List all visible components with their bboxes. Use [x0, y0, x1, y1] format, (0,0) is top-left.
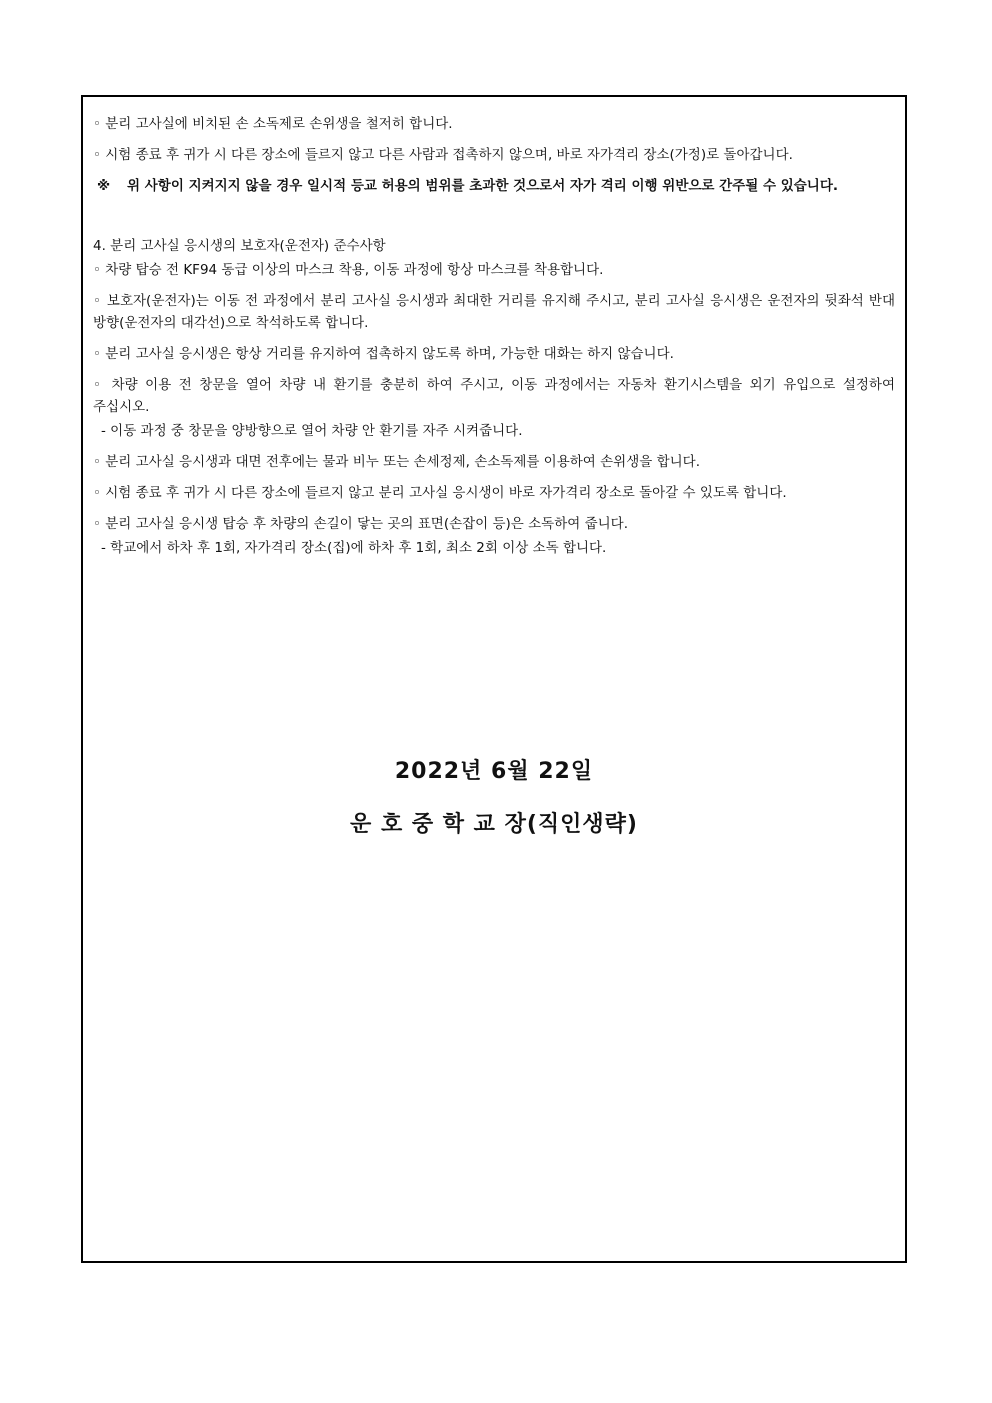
guardian-rule-hand-hygiene: ◦ 분리 고사실 응시생과 대면 전후에는 물과 비누 또는 손세정제, 손소독제를 이용하여 손위생을 합니다.: [93, 454, 701, 470]
violation-warning: [93, 175, 895, 197]
guardian-rule-disinfection: ◦ 분리 고사실 응시생 탑승 후 차량의 손길이 닿는 곳의 표면(손잡이 등)은 소독하여 줍니다.: [93, 516, 629, 532]
document-body: [93, 113, 895, 568]
reference-mark: ※: [97, 178, 111, 194]
guardian-rule-no-contact: ◦ 분리 고사실 응시생은 항상 거리를 유지하여 접촉하지 않도록 하며, 가능한 대화는 하지 않습니다.: [93, 346, 674, 362]
document-frame: [81, 95, 907, 1263]
school-principal-signature: 운 호 중 학 교 장(직인생략): [350, 812, 638, 837]
section-spacer: [93, 197, 895, 235]
section-4-title: 4. 분리 고사실 응시생의 보호자(운전자) 준수사항: [93, 238, 386, 254]
guardian-rule-ventilation: ◦ 차량 이용 전 창문을 열어 차량 내 환기를 충분히 하여 주시고, 이동 과정에서는 자동차 환기시스템을 외기 유입으로 설정하여 주십시오.: [93, 377, 895, 415]
guardian-rule-direct-return: ◦ 시험 종료 후 귀가 시 다른 장소에 들르지 않고 분리 고사실 응시생이 바로 자가격리 장소로 돌아갈 수 있도록 합니다.: [93, 485, 787, 501]
guardian-rule-distance-seating: ◦ 보호자(운전자)는 이동 전 과정에서 분리 고사실 응시생과 최대한 거리를 유지해 주시고, 분리 고사실 응시생은 운전자의 뒷좌석 반대 방향(운전자의 대각선)으로 착석하도록 합니다.: [93, 293, 895, 331]
violation-warning-text: 위 사항이 지켜지지 않을 경우 일시적 등교 허용의 범위를 초과한 것으로서 자가 격리 이행 위반으로 간주될 수 있습니다.: [127, 178, 838, 194]
guardian-rule-disinfection-detail: - 학교에서 하차 후 1회, 자가격리 장소(집)에 하차 후 1회, 최소 2회 이상 소독 합니다.: [101, 540, 607, 556]
document-date: 2022년 6월 22일: [394, 759, 594, 784]
hand-sanitizer-notice: ◦ 분리 고사실에 비치된 손 소독제로 손위생을 철저히 합니다.: [93, 116, 453, 132]
guardian-rule-ventilation-detail: - 이동 과정 중 창문을 양방향으로 열어 차량 안 환기를 자주 시켜줍니다.: [101, 423, 523, 439]
return-home-notice: ◦ 시험 종료 후 귀가 시 다른 장소에 들르지 않고 다른 사람과 접촉하지 않으며, 바로 자가격리 장소(가정)로 돌아갑니다.: [93, 147, 793, 163]
guardian-rule-mask: ◦ 차량 탑승 전 KF94 동급 이상의 마스크 착용, 이동 과정에 항상 마스크를 착용합니다.: [93, 262, 604, 278]
